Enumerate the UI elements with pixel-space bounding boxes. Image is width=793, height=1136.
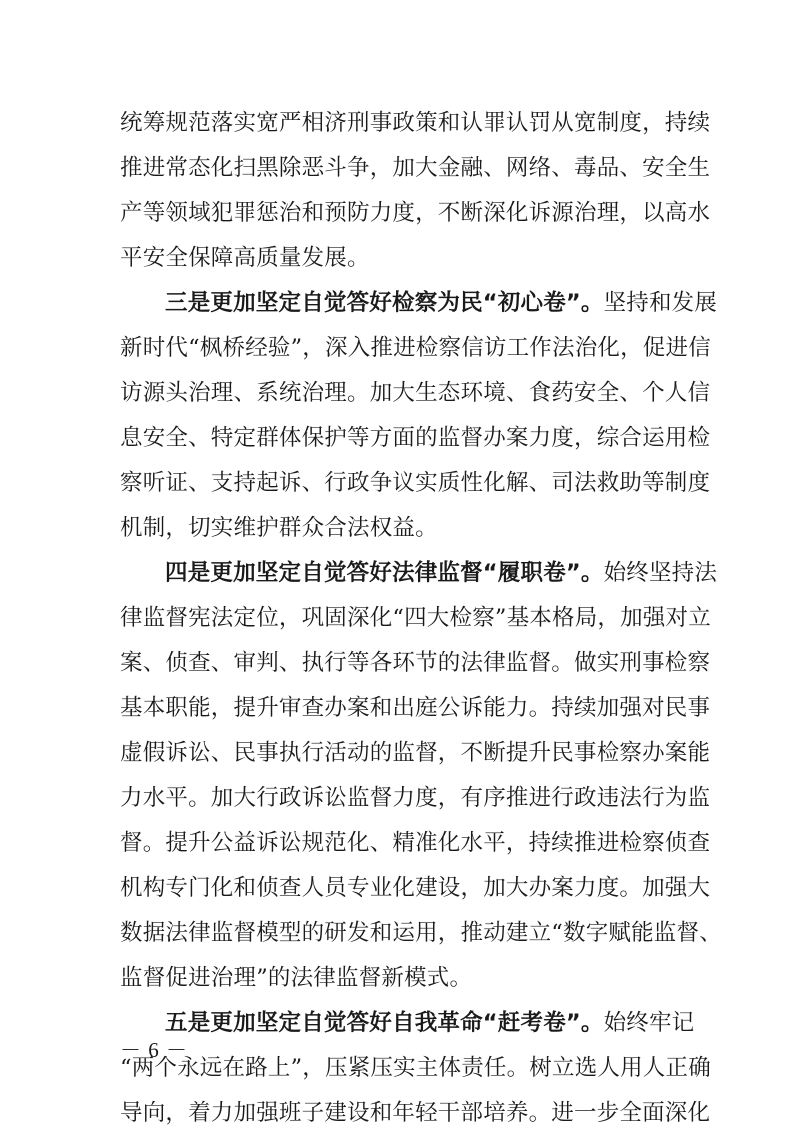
text-line: 机构专门化和侦查人员专业化建设，加大办案力度。加强大 [120, 875, 711, 901]
text-line: 监督促进治理”的法律监督新模式。 [120, 965, 473, 991]
text-line: 督。提升公益诉讼规范化、精准化水平，持续推进检察侦查 [120, 830, 711, 856]
text-line: 推进常态化扫黑除恶斗争，加大金融、网络、毒品、安全生 [120, 155, 711, 181]
text-line: “两个永远在路上”，压紧压实主体责任。树立选人用人正确 [120, 1055, 711, 1081]
text-line: 平安全保障高质量发展。 [120, 245, 370, 271]
text-line: 基本职能，提升审查办案和出庭公诉能力。持续加强对民事 [120, 695, 711, 721]
page-number: － 6 － [120, 1038, 188, 1062]
text-line: 息安全、特定群体保护等方面的监督办案力度，综合运用检 [120, 425, 711, 451]
paragraph-point-four [120, 551, 722, 1001]
text-line: 新时代“枫桥经验”，深入推进检察信访工作法治化，促进信 [120, 335, 711, 361]
paragraph-heading: 三是更加坚定自觉答好检察为民“初心卷”。 [165, 290, 604, 316]
body-text [120, 101, 722, 1136]
text-run: 坚持和发展 [603, 290, 718, 316]
text-run: 始终坚持法 [603, 560, 718, 586]
text-line: 导向，着力加强班子建设和年轻干部培养。进一步全面深化 [120, 1100, 711, 1126]
text-line [120, 281, 718, 326]
paragraph-continued [120, 101, 711, 281]
text-line: 访源头治理、系统治理。加大生态环境、食药安全、个人信 [120, 380, 711, 406]
text-line: 虚假诉讼、民事执行活动的监督，不断提升民事检察办案能 [120, 740, 711, 766]
text-run: 始终牢记 [603, 1010, 695, 1036]
paragraph-point-three [120, 281, 718, 551]
text-line [120, 1001, 695, 1046]
text-line: 察听证、支持起诉、行政争议实质性化解、司法救助等制度 [120, 470, 711, 496]
text-line: 律监督宪法定位，巩固深化“四大检察”基本格局，加强对立 [120, 605, 711, 631]
text-line: 统筹规范落实宽严相济刑事政策和认罪认罚从宽制度，持续 [120, 110, 711, 136]
paragraph-heading: 五是更加坚定自觉答好自我革命“赶考卷”。 [165, 1010, 604, 1036]
text-line: 数据法律监督模型的研发和运用，推动建立“数字赋能监督、 [120, 920, 722, 946]
text-line: 产等领域犯罪惩治和预防力度，不断深化诉源治理，以高水 [120, 200, 711, 226]
text-line: 力水平。加大行政诉讼监督力度，有序推进行政违法行为监 [120, 785, 711, 811]
text-line: 案、侦查、审判、执行等各环节的法律监督。做实刑事检察 [120, 650, 711, 676]
paragraph-point-five [120, 1001, 711, 1136]
text-line [120, 551, 718, 596]
paragraph-heading: 四是更加坚定自觉答好法律监督“履职卷”。 [165, 560, 604, 586]
text-line: 机制，切实维护群众合法权益。 [120, 515, 438, 541]
